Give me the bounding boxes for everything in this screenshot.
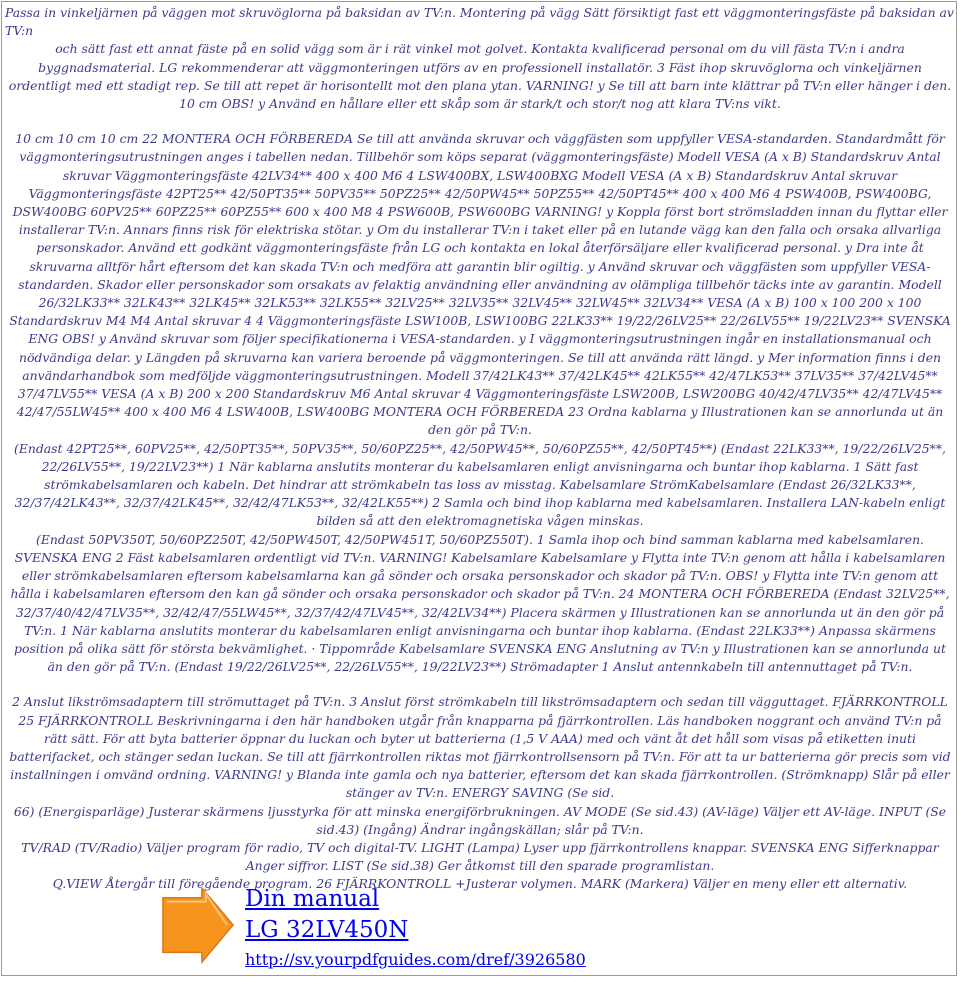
energy-saving-paragraph: 66) (Energisparläge) Justerar skärmens ljusstyrka för att minska energiförbrukningen. AV MODE (Se sid.43) (AV-läge) Väljer ett AV-läge. INPUT (Se sid.43) (Ingång) Ändrar ingångskällan; slår på TV:n. bbox=[13, 803, 947, 837]
download-footer bbox=[157, 884, 877, 974]
cable-holder-paragraph: (Endast 42PT25**, 60PV25**, 42/50PT35**, 50PV35**, 50/60PZ25**, 42/50PW45**, 50/60PZ55**, 42/50PT45**) (Endast 22LK33**, 19/22/26LV25**, 22/26LV55**, 19/22LV23**) 1 När kablarna anslutits monterar du kabelsamlaren enligt anvisningarna och buntar ihop kablarna. 1 Sätt fast strömkabelsamlaren och kabeln. Det hindrar att strömkabeln tas loss av misstag. Kabelsamlare StrömKabelsamlare (Endast 26/32LK33**, 32/37/42LK43**, 32/37/42LK45**, 32/42/47LK53**, 32/42LK55**) 2 Samla och bind ihop kablarna med kabelsamlaren. Installera LAN-kabeln enligt bilden så att den elektromagnetiska vågen minskas. bbox=[14, 440, 946, 529]
manual-title-link[interactable]: Din manual bbox=[245, 886, 380, 912]
wall-mount-paragraph: 10 cm 10 cm 10 cm 22 MONTERA OCH FÖRBEREDA Se till att använda skruvar och väggfästen som uppfyller VESA-standarden. Standardmått för väggmonteringsutrustningen anges i tabellen nedan. Tillbehör som köps separat (väggmonteringsfäste) Modell VESA (A x B) Standardskruv Antal skruvar Väggmonteringsfäste 42LV34** 400 x 400 M6 4 LSW400BX, LSW400BXG Modell VESA (A x B) Standardskruv Antal skruvar Väggmonteringsfäste 42PT25** 42/50PT35** 50PV35** 50PZ25** 42/50PW45** 50PZ55** 42/50PT45** 400 x 400 M6 4 PSW400B, PSW400BG, DSW400BG 60PV25** 60PZ25** 60PZ55** 600 x 400 M8 4 PSW600B, PSW600BG VARNING! y Koppla först bort strömsladden innan du flyttar eller installerar TV:n. Annars finns risk för elektriska stötar. y Om du installerar TV:n i taket eller på en lutande vägg kan den falla och orsaka allvarliga personskador. Använd ett godkänt väggmonteringsfäste från LG och kontakta en lokal återförsäljare eller kvalificerad personal. y Dra inte åt skruvarna alltför hårt eftersom det kan skada TV:n och medföra att garantin blir ogiltig. y Använd skruvar och väggfästen som uppfyller VESA-standarden. Skador eller personskador som orsakats av felaktig användning eller användning av olämpliga tillbehör täcks inte av garantin. Modell 26/32LK33** 32LK43** 32LK45** 32LK53** 32LK55** 32LV25** 32LV35** 32LV45** 32LW45** 32LV34** VESA (A x B) 100 x 100 200 x 100 Standardskruv M4 M4 Antal skruvar 4 4 Väggmonteringsfäste LSW100B, LSW100BG 22LK33** 19/22/26LV25** 22/26LV55** 19/22LV23** SVENSKA ENG OBS! y Använd skruvar som följer specifikationerna i VESA-standarden. y I väggmonteringsutrustningen ingår en installationsmanual och nödvändiga delar. y Längden på skruvarna kan variera beroende på väggmonteringen. Se till att använda rätt längd. y Mer information finns i den användarhandbok som medföljde väggmonteringsutrustningen. Modell 37/42LK43** 37/42LK45** 42LK55** 42/47LK53** 37LV35** 37/42LV45** 37/47LV55** VESA (A x B) 200 x 200 Standardskruv M6 Antal skruvar 4 Väggmonteringsfäste LSW200B, LSW200BG 40/42/47LV35** 42/47LV45** 42/47/55LW45** 400 x 400 M6 4 LSW400B, LSW400BG MONTERA OCH FÖRBEREDA 23 Ordna kablarna y Illustrationen kan se annorlunda ut än den gör på TV:n. bbox=[9, 131, 951, 438]
cable-arrangement-paragraph: (Endast 50PV350T, 50/60PZ250T, 42/50PW450T, 42/50PW451T, 50/60PZ550T). 1 Samla ihop och bind samman kablarna med kabelsamlaren. SVENSKA ENG 2 Fäst kabelsamlaren ordentligt vid TV:n. VARNING! Kabelsamlare Kabelsamlare y Flytta inte TV:n genom att hålla i kabelsamlaren eller strömkabelsamlaren eftersom kabelsamlarna kan gå sönder och orsaka personskador och skador på TV:n. OBS! y Flytta inte TV:n genom att hålla i kabelsamlaren eftersom den kan gå sönder och orsaka personskador och skador på TV:n. 24 MONTERA OCH FÖRBEREDA (Endast 32LV25**, 32/37/40/42/47LV35**, 32/42/47/55LW45**, 32/37/42/47LV45**, 32/42LV34**) Placera skärmen y Illustrationen kan se annorlunda ut än den gör på TV:n. 1 När kablarna anslutits monterar du kabelsamlaren enligt anvisningarna och buntar ihop kablarna. (Endast 22LK33**) Anpassa skärmens position på olika sätt för största bekvämlighet. · Tippområde Kabelsamlare SVENSKA ENG Anslutning av TV:n y Illustrationen kan se annorlunda ut än den gör på TV:n. (Endast 19/22/26LV25**, 22/26LV55**, 19/22LV23**) Strömadapter 1 Anslut antennkabeln till antennuttaget på TV:n. bbox=[10, 531, 950, 675]
manual-model-link[interactable]: LG 32LV450N bbox=[245, 917, 409, 943]
page-frame bbox=[1, 1, 957, 976]
intro-paragraph: och sätt fast ett annat fäste på en solid vägg som är i rät vinkel mot golvet. Kontakta kvalificerad personal om du vill fästa TV:n i andra byggnadsmaterial. LG rekommenderar att väggmonteringen utförs av en professionell installatör. 3 Fäst ihop skruvöglorna och vinkeljärnen ordentligt med ett stadigt rep. Se till att repet är horisontellt mot den plana ytan. VARNING! y Se till att barn inte klättrar på TV:n eller hänger i den. 10 cm OBS! y Använd en hållare eller ett skåp som är stark/t och stor/t nog att klara TV:ns vikt. bbox=[8, 41, 952, 112]
manual-text bbox=[5, 4, 955, 894]
manual-url-link[interactable]: http://sv.yourpdfguides.com/dref/3926580 bbox=[245, 950, 586, 969]
remote-control-paragraph: 2 Anslut likströmsadaptern till strömuttaget på TV:n. 3 Anslut först strömkabeln till likströmsadaptern och sedan till vägguttaget. FJÄRRKONTROLL 25 FJÄRRKONTROLL Beskrivningarna i den här handboken utgår från knapparna på fjärrkontrollen. Läs handboken noggrant och använd TV:n på rätt sätt. För att byta batterier öppnar du luckan och byter ut batterierna (1,5 V AAA) med och vänt åt det håll som visas på etiketten inuti batterifacket, och stänger sedan luckan. Se till att fjärrkontrollen riktas mot fjärrkontrollsensorn på TV:n. För att ta ur batterierna gör precis som vid installningen i omvänd ordning. VARNING! y Blanda inte gamla och nya batterier, eftersom det kan skada fjärrkontrollen. (Strömknapp) Slår på eller stänger av TV:n. ENERGY SAVING (Se sid. bbox=[9, 694, 951, 801]
qview-paragraph: Q.VIEW Återgår till föregående program. 26 FJÄRRKONTROLL +Justerar volymen. MARK (Markera) Väljer en meny eller ett alternativ. bbox=[52, 876, 908, 892]
tv-radio-paragraph: TV/RAD (TV/Radio) Väljer program för radio, TV och digital-TV. LIGHT (Lampa) Lyser upp fjärrkontrollens knappar. SVENSKA ENG Sifferknappar Anger siffror. LIST (Se sid.38) Ger åtkomst till den sparade programlistan. bbox=[21, 839, 939, 874]
manual-links bbox=[245, 884, 586, 972]
intro-first-line: Passa in vinkeljärnen på väggen mot skruvöglorna på baksidan av TV:n. Montering på vägg Sätt försiktigt fast ett väggmonteringsfäste på baksidan av TV:n bbox=[5, 5, 954, 39]
pdf-download-arrow-icon[interactable] bbox=[159, 888, 237, 966]
